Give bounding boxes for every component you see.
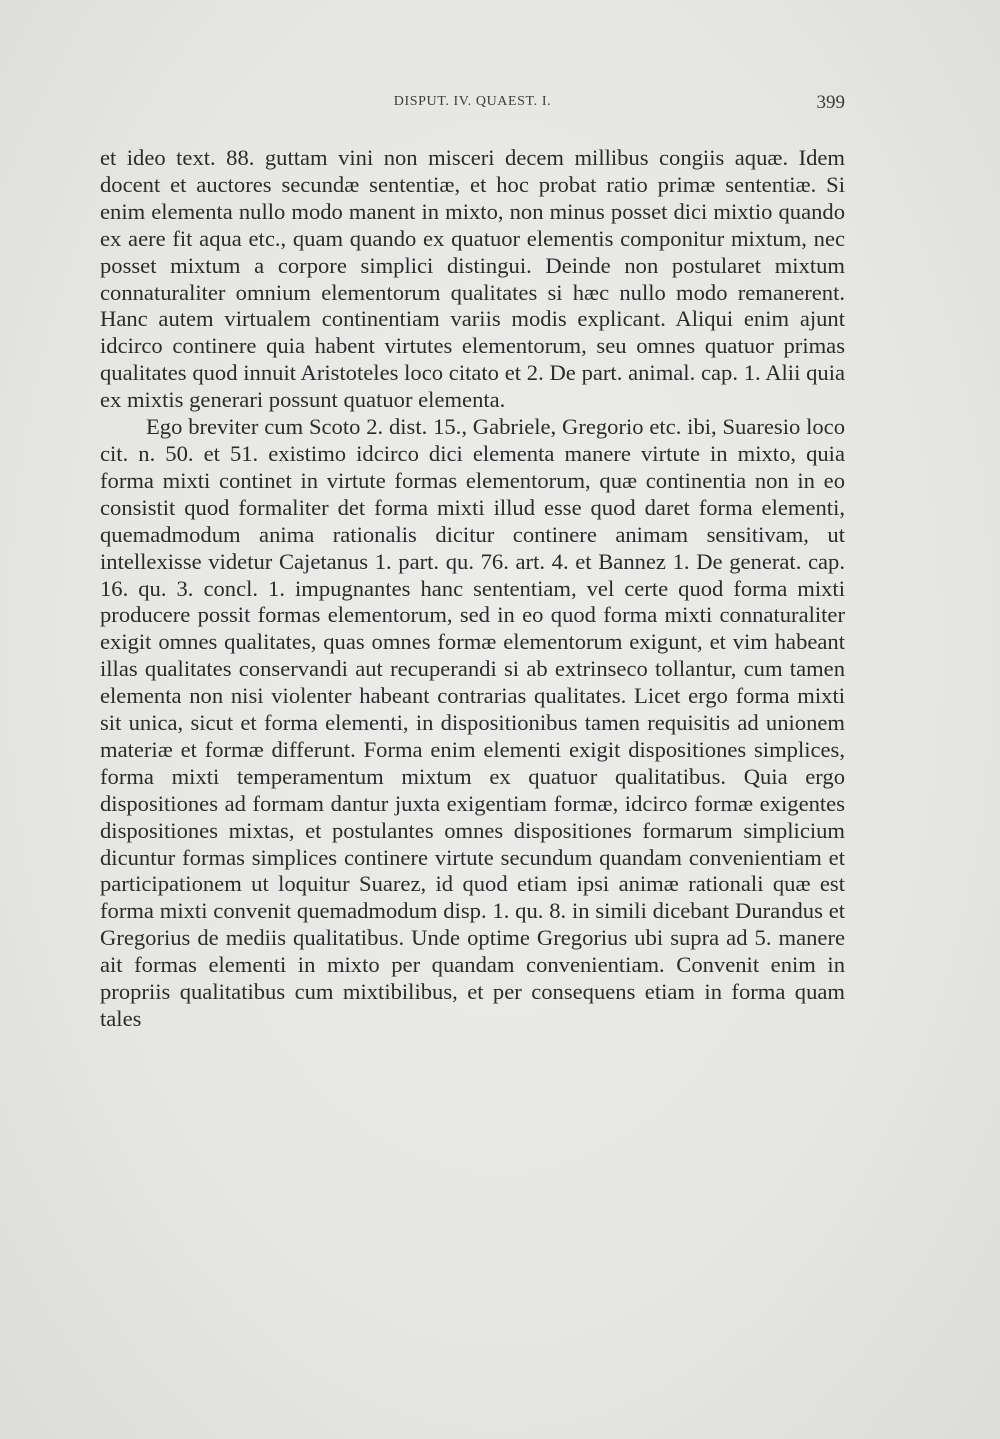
page-number: 399 <box>816 92 845 113</box>
page-header <box>100 92 845 116</box>
paragraph: Ego breviter cum Scoto 2. dist. 15., Gabriele, Gregorio etc. ibi, Suaresio loco cit. n. 50. et 51. existimo idcirco dici elementa manere virtute in mixto, quia forma mixti continet in virtute formas elementorum, quæ continentia non in eo consistit quod formaliter det forma mixti illud esse quod daret forma elementi, quemadmodum anima rationalis dicitur continere animam sensitivam, ut intellexisse videtur Cajetanus 1. part. qu. 76. art. 4. et Bannez 1. De generat. cap. 16. qu. 3. concl. 1. impugnantes hanc sententiam, vel certe quod forma mixti producere possit formas elementorum, sed in eo quod forma mixti connaturaliter exigit omnes qualitates, quas omnes formæ elementorum exigunt, et vim habeant illas qualitates conservandi aut recuperandi si ab extrinseco tollantur, cum tamen elementa non nisi violenter habeant contrarias qualitates. Licet ergo forma mixti sit unica, sicut et forma elementi, in dispositionibus tamen requisitis ad unionem materiæ et formæ differunt. Forma enim elementi exigit dispositiones simplices, forma mixti temperamentum mixtum ex quatuor qualitatibus. Quia ergo dispositiones ad formam dantur juxta exigentiam formæ, idcirco formæ exigentes dispositiones mixtas, et postulantes omnes dispositiones formarum simplicium dicuntur formas simplices continere virtute secundum quandam convenientiam et participationem ut loquitur Suarez, id quod etiam ipsi animæ rationali quæ est forma mixti convenit quemadmodum disp. 1. qu. 8. in simili dicebant Durandus et Gregorius de mediis qualitatibus. Unde optime Gregorius ubi supra ad 5. manere ait formas elementi in mixto per quandam convenientiam. Convenit enim in propriis qualitatibus cum mixtibilibus, et per consequens etiam in forma quam tales <box>100 414 845 1031</box>
running-head: DISPUT. IV. QUAEST. I. <box>393 94 552 109</box>
paragraph: et ideo text. 88. guttam vini non misceri decem millibus congiis aquæ. Idem docent et auctores secundæ sententiæ, et hoc probat ratio primæ sententiæ. Si enim elementa nullo modo manent in mixto, non minus posset dici mixtio quando ex aere fit aqua etc., quam quando ex quatuor elementis componitur mixtum, nec posset mixtum a corpore simplici distingui. Deinde non postularet mixtum connaturaliter omnium elementorum qualitates si hæc nullo modo remanerent. Hanc autem virtualem continentiam variis modis explicant. Aliqui enim ajunt idcirco continere quia habent virtutes elementorum, seu omnes quatuor primas qualitates quod innuit Aristoteles loco citato et 2. De part. animal. cap. 1. Alii quia ex mixtis generari possunt quatuor elementa. <box>100 145 845 413</box>
body-text <box>100 145 845 1033</box>
